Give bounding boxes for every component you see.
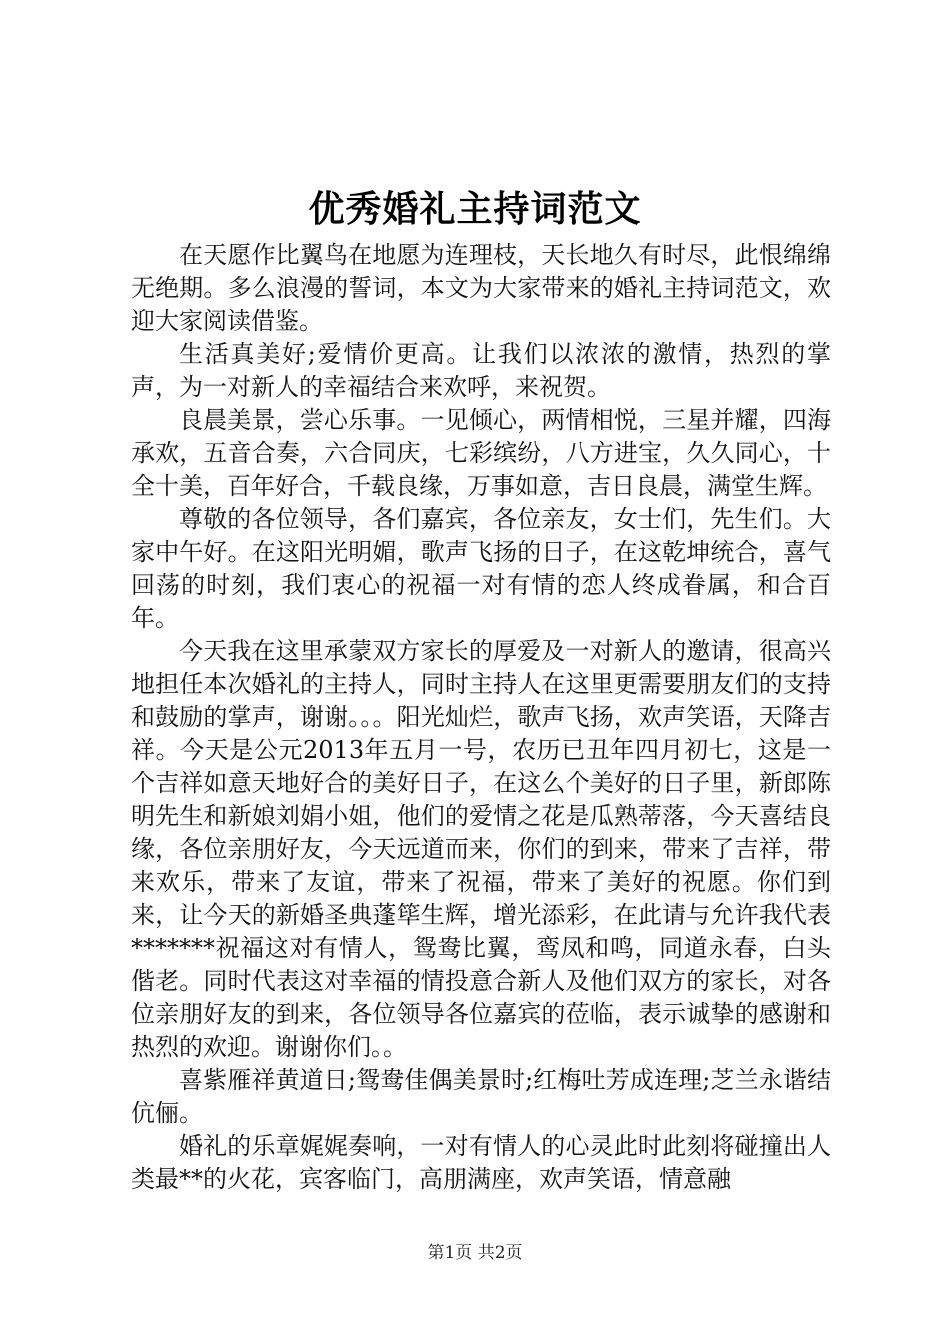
- paragraph-greeting: 尊敬的各位领导，各们嘉宾，各位亲友，女士们，先生们。大家中午好。在这阳光明媚，歌声飞扬的日子，在这乾坤统合，喜气回荡的时刻，我们衷心的祝福一对有情的恋人终成眷属，和合百年。: [131, 505, 831, 632]
- paragraph-ceremony: 婚礼的乐章娓娓奏响，一对有情人的心灵此时此刻将碰撞出人类最**的火花，宾客临门，高朋满座，欢声笑语，情意融: [131, 1132, 831, 1193]
- document-title: 优秀婚礼主持词范文: [308, 188, 642, 230]
- paragraph-couplet: 喜紫雁祥黄道日;鸳鸯佳偶美景时;红梅吐芳成连理;芝兰永谐结伉俪。: [131, 1066, 831, 1127]
- paragraph-host-speech: 今天我在这里承蒙双方家长的厚爱及一对新人的邀请，很高兴地担任本次婚礼的主持人，同时主持人在这里更需要朋友们的支持和鼓励的掌声，谢谢。。。阳光灿烂，歌声飞扬，欢声笑语，天降吉祥。今天是公元2013年五月一号，农历已丑年四月初七，这是一个吉祥如意天地好合的美好日子，在这么个美好的日子里，新郎陈明先生和新娘刘娟小姐，他们的爱情之花是瓜熟蒂落，今天喜结良缘，各位亲朋好友，今天远道而来，你们的到来，带来了吉祥，带来欢乐，带来了友谊，带来了祝福，带来了美好的祝愿。你们到来，让今天的新婚圣典蓬筚生辉，增光添彩，在此请与允许我代表*******祝福这对有情人，鸳鸯比翼，鸾凤和鸣，同道永春，白头偕老。同时代表这对幸福的情投意合新人及他们双方的家长，对各位亲朋好友的到来，各位领导各位嘉宾的莅临，表示诚挚的感谢和热烈的欢迎。谢谢你们。。: [131, 637, 831, 1061]
- paragraph-blessing: 生活真美好;爱情价更高。让我们以浓浓的激情，热烈的掌声，为一对新人的幸福结合来欢呼，来祝贺。: [131, 340, 831, 401]
- paragraph-intro: 在天愿作比翼鸟在地愿为连理枝，天长地久有时尽，此恨绵绵无绝期。多么浪漫的誓词，本文为大家带来的婚礼主持词范文，欢迎大家阅读借鉴。: [131, 241, 831, 335]
- document-body: [131, 239, 831, 1196]
- page-number-footer: 第1页 共2页: [427, 1243, 523, 1263]
- paragraph-auspicious: 良晨美景，尝心乐事。一见倾心，两情相悦，三星并耀，四海承欢，五音合奏，六合同庆，七彩缤纷，八方进宝，久久同心，十全十美，百年好合，千载良缘，万事如意，吉日良晨，满堂生辉。: [131, 406, 831, 500]
